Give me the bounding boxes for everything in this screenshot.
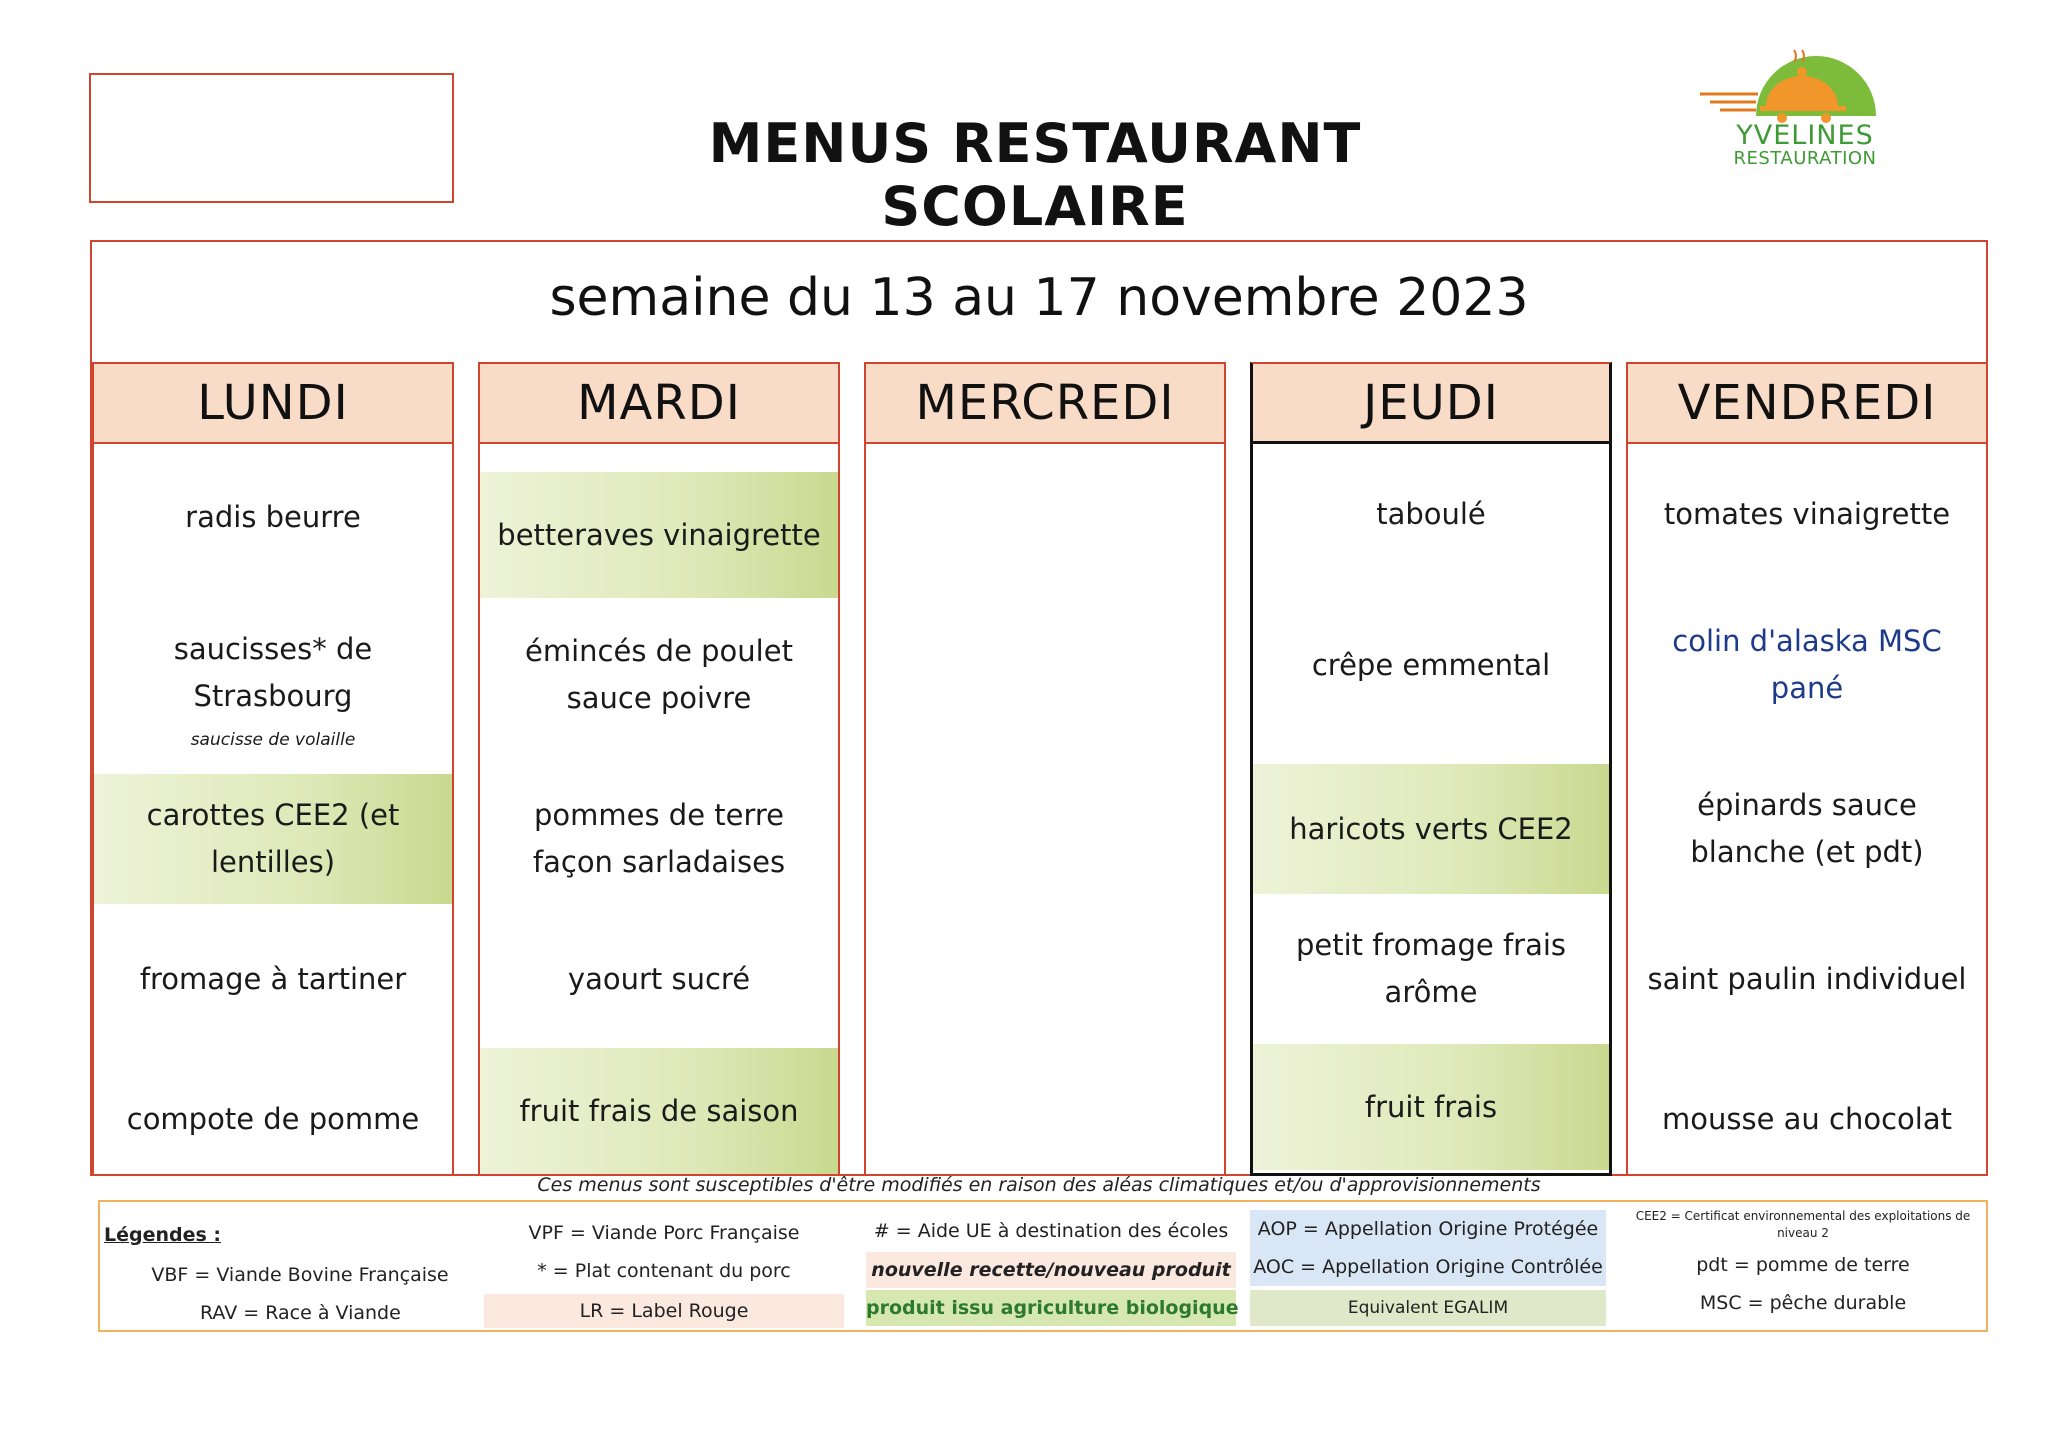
legend-aide: # = Aide UE à destination des écoles (873, 1220, 1229, 1242)
legend-box (98, 1200, 1988, 1332)
menu-item-text: radis beurre (185, 499, 361, 534)
menu-item-text: colin d'alaska MSC pané (1672, 624, 1942, 705)
menu-item-side (1628, 764, 1986, 894)
disclaimer: Ces menus sont susceptibles d'être modifiés en raison des aléas climatiques et/ou d'approvisionnements (537, 1174, 1541, 1196)
menu-item-starter (480, 472, 838, 598)
menu-item-dairy (1628, 924, 1986, 1034)
day-column-jeudi (1250, 362, 1612, 1176)
day-header: VENDREDI (1628, 364, 1986, 444)
menu-item-dessert (480, 1048, 838, 1174)
menu-item-text: fromage à tartiner (139, 961, 407, 996)
legend-egalim: Equivalent EGALIM (1250, 1290, 1606, 1326)
menu-item-text: taboulé (1376, 496, 1486, 531)
menu-item-text: yaourt sucré (567, 961, 751, 996)
menu-item-text: haricots verts CEE2 (1289, 811, 1573, 846)
day-column-lundi (92, 362, 454, 1176)
menu-item-text: saint paulin individuel (1647, 961, 1967, 996)
day-column-mardi (478, 362, 840, 1176)
legend-title: Légendes : (104, 1224, 222, 1246)
menu-item-text: émincés de poulet sauce poivre (525, 634, 793, 715)
legend-cee2: CEE2 = Certificat environnemental des exploitations de niveau 2 (1635, 1209, 1971, 1240)
menu-item-main (1628, 610, 1986, 720)
menu-item-text: fruit frais de saison (519, 1093, 799, 1128)
menu-item-main (1253, 610, 1609, 720)
legend-aoc: AOC = Appellation Origine Contrôlée (1250, 1248, 1606, 1286)
legend-msc: MSC = pêche durable (1699, 1292, 1907, 1314)
day-header: MERCREDI (866, 364, 1224, 444)
menu-item-text: mousse au chocolat (1662, 1101, 1952, 1136)
menu-item-text: pommes de terre façon sarladaises (532, 798, 786, 879)
menu-item-starter (1253, 464, 1609, 564)
menu-item-text: compote de pomme (126, 1101, 420, 1136)
menu-item-dairy (480, 924, 838, 1034)
legend-vbf: VBF = Viande Bovine Française (151, 1264, 449, 1286)
day-header: LUNDI (94, 364, 452, 444)
legend-aop: AOP = Appellation Origine Protégée (1250, 1210, 1606, 1248)
legend-porc: * = Plat contenant du porc (537, 1260, 791, 1282)
day-column-vendredi (1626, 362, 1988, 1176)
legend-lr: LR = Label Rouge (484, 1294, 844, 1328)
day-header: JEUDI (1253, 364, 1609, 444)
menu-item-dairy (1253, 904, 1609, 1034)
day-column-mercredi (864, 362, 1226, 1176)
menu-item-text: saucisses* de Strasbourg (173, 632, 373, 713)
menu-item-side (480, 774, 838, 904)
menu-item-dairy (94, 924, 452, 1034)
day-header: MARDI (480, 364, 838, 444)
menu-item-side (94, 774, 452, 904)
page-title: MENUS RESTAURANT SCOLAIRE (708, 112, 1362, 238)
menu-item-starter (1628, 464, 1986, 564)
legend-rav: RAV = Race à Viande (200, 1302, 401, 1324)
menu-item-main (480, 610, 838, 740)
logo-text-yvelines: YVELINES (1736, 120, 1874, 151)
menu-item-text: épinards sauce blanche (et pdt) (1690, 788, 1924, 869)
menu-item-starter (94, 472, 452, 562)
legend-bio: produit issu agriculture biologique (866, 1290, 1236, 1326)
menu-item-text: tomates vinaigrette (1663, 496, 1951, 531)
cloche-icon (1690, 48, 1890, 128)
menu-item-text: fruit frais (1364, 1089, 1498, 1124)
menu-item-dessert (94, 1064, 452, 1174)
menu-item-side (1253, 764, 1609, 894)
yvelines-restauration-logo (1690, 48, 1890, 178)
legend-nouveau: nouvelle recette/nouveau produit (866, 1252, 1236, 1288)
menu-item-text: betteraves vinaigrette (497, 517, 821, 552)
menu-item-note: saucisse de volaille (190, 730, 356, 750)
menu-item-main (94, 614, 452, 764)
week-title: semaine du 13 au 17 novembre 2023 (549, 268, 1529, 328)
menu-item-text: petit fromage frais arôme (1295, 928, 1567, 1009)
legend-vpf: VPF = Viande Porc Française (528, 1222, 800, 1244)
menu-item-text: crêpe emmental (1311, 647, 1551, 682)
blank-label-box (89, 73, 454, 203)
menu-item-dessert (1253, 1044, 1609, 1170)
menu-item-text: carottes CEE2 (et lentilles) (146, 798, 400, 879)
legend-pdt: pdt = pomme de terre (1696, 1254, 1910, 1276)
logo-text-restauration: RESTAURATION (1733, 148, 1877, 169)
menu-item-dessert (1628, 1064, 1986, 1174)
